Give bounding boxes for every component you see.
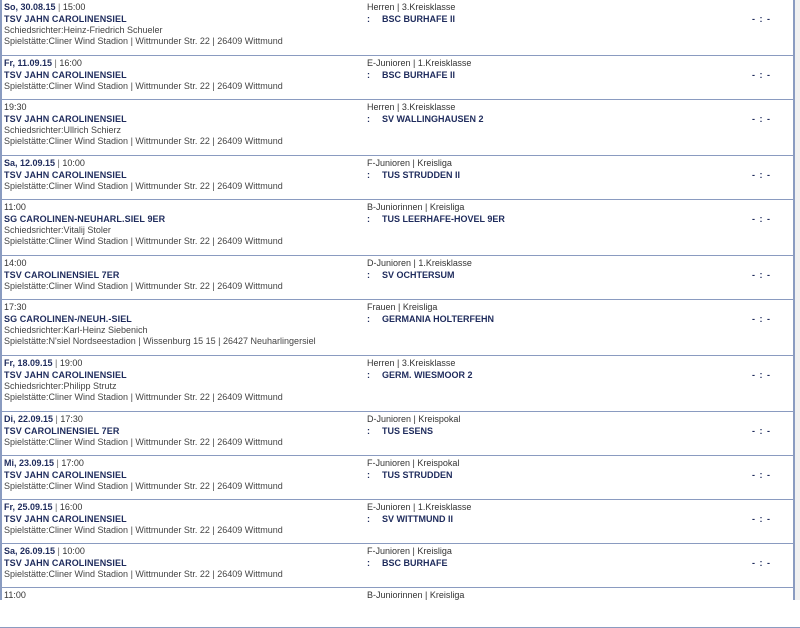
match-time: 19:00 bbox=[59, 358, 83, 368]
datetime-separator: | bbox=[55, 158, 63, 168]
away-team[interactable] bbox=[367, 114, 484, 125]
match-datetime bbox=[4, 358, 364, 369]
league: D-Junioren | Kreispokal bbox=[367, 414, 461, 424]
home-team[interactable]: TSV JAHN CAROLINENSIEL bbox=[4, 558, 127, 568]
match-row[interactable] bbox=[0, 412, 800, 456]
league: B-Juniorinnen | Kreisliga bbox=[367, 202, 465, 212]
home-team[interactable]: TSV CAROLINENSIEL 7ER bbox=[4, 426, 120, 436]
match-score: - : - bbox=[752, 426, 771, 436]
away-team-name: TUS STRUDDEN bbox=[382, 470, 453, 480]
home-team[interactable]: TSV JAHN CAROLINENSIEL bbox=[4, 370, 127, 380]
match-row[interactable] bbox=[0, 56, 800, 100]
league: E-Junioren | 1.Kreisklasse bbox=[367, 502, 472, 512]
match-score: - : - bbox=[752, 370, 771, 380]
match-score: - : - bbox=[752, 170, 771, 180]
match-time: 14:00 bbox=[4, 258, 27, 268]
home-team[interactable]: TSV JAHN CAROLINENSIEL bbox=[4, 14, 127, 24]
match-datetime bbox=[4, 202, 364, 213]
datetime-separator: | bbox=[52, 502, 60, 512]
league: F-Junioren | Kreispokal bbox=[367, 458, 460, 468]
match-row[interactable] bbox=[0, 356, 800, 412]
left-border bbox=[0, 0, 2, 600]
match-time: 16:00 bbox=[59, 502, 83, 512]
away-team-name: BSC BURHAFE II bbox=[382, 70, 456, 80]
match-details bbox=[4, 546, 364, 580]
match-row[interactable] bbox=[0, 156, 800, 200]
home-team[interactable]: TSV CAROLINENSIEL 7ER bbox=[4, 270, 120, 280]
match-score: - : - bbox=[752, 270, 771, 280]
away-team[interactable] bbox=[367, 558, 448, 569]
league: E-Junioren | 1.Kreisklasse bbox=[367, 58, 472, 68]
match-time: 15:00 bbox=[62, 2, 86, 12]
away-team[interactable] bbox=[367, 370, 473, 381]
away-team-name: SV WITTMUND II bbox=[382, 514, 453, 524]
away-team[interactable] bbox=[367, 14, 455, 25]
away-team-name: SV OCHTERSUM bbox=[382, 270, 455, 280]
home-team[interactable]: TSV JAHN CAROLINENSIEL bbox=[4, 70, 127, 80]
match-datetime bbox=[4, 590, 364, 601]
match-date: Mi, 23.09.15 bbox=[4, 458, 55, 468]
match-datetime bbox=[4, 458, 364, 469]
match-row[interactable] bbox=[0, 100, 800, 156]
league: Herren | 3.Kreisklasse bbox=[367, 358, 456, 368]
venue: Spielstätte:Cliner Wind Stadion | Wittmunder Str. 22 | 26409 Wittmund bbox=[4, 525, 283, 535]
league: D-Junioren | 1.Kreisklasse bbox=[367, 258, 472, 268]
match-details bbox=[4, 458, 364, 492]
venue: Spielstätte:Cliner Wind Stadion | Wittmunder Str. 22 | 26409 Wittmund bbox=[4, 437, 283, 447]
match-datetime bbox=[4, 302, 364, 313]
home-team[interactable]: TSV JAHN CAROLINENSIEL bbox=[4, 114, 127, 124]
match-date: Di, 22.09.15 bbox=[4, 414, 54, 424]
away-team-name: BSC BURHAFE II bbox=[382, 14, 456, 24]
referee: Schiedsrichter:Heinz-Friedrich Schueler bbox=[4, 25, 163, 35]
match-time: 19:30 bbox=[4, 102, 27, 112]
datetime-separator: | bbox=[55, 2, 63, 12]
match-details bbox=[4, 414, 364, 448]
match-datetime bbox=[4, 2, 364, 13]
venue: Spielstätte:Cliner Wind Stadion | Wittmunder Str. 22 | 26409 Wittmund bbox=[4, 136, 283, 146]
venue: Spielstätte:Cliner Wind Stadion | Wittmunder Str. 22 | 26409 Wittmund bbox=[4, 81, 283, 91]
match-details bbox=[4, 202, 364, 247]
match-details bbox=[4, 590, 364, 601]
match-details bbox=[4, 2, 364, 47]
away-team[interactable] bbox=[367, 270, 455, 281]
match-row[interactable] bbox=[0, 0, 800, 56]
venue: Spielstätte:Cliner Wind Stadion | Wittmunder Str. 22 | 26409 Wittmund bbox=[4, 181, 283, 191]
match-datetime bbox=[4, 414, 364, 425]
match-date: So, 30.08.15 bbox=[4, 2, 56, 12]
match-details bbox=[4, 102, 364, 147]
match-time: 10:00 bbox=[62, 158, 85, 168]
league: B-Juniorinnen | Kreisliga bbox=[367, 590, 465, 600]
match-date: Sa, 12.09.15 bbox=[4, 158, 56, 168]
match-row[interactable] bbox=[0, 200, 800, 256]
datetime-separator: | bbox=[54, 458, 62, 468]
match-details bbox=[4, 258, 364, 292]
match-details bbox=[4, 302, 364, 347]
versus-colon: : bbox=[367, 314, 370, 324]
match-row[interactable] bbox=[0, 456, 800, 500]
referee: Schiedsrichter:Philipp Strutz bbox=[4, 381, 117, 391]
league: F-Junioren | Kreisliga bbox=[367, 158, 452, 168]
away-team[interactable] bbox=[367, 170, 460, 181]
match-datetime bbox=[4, 258, 364, 269]
match-time: 16:00 bbox=[59, 58, 82, 68]
away-team-name: GERMANIA HOLTERFEHN bbox=[382, 314, 494, 324]
home-team[interactable]: SG CAROLINEN-/NEUH.-SIEL bbox=[4, 314, 132, 324]
match-date: Fr, 25.09.15 bbox=[4, 502, 53, 512]
away-team[interactable] bbox=[367, 426, 433, 437]
away-team-name: SV WALLINGHAUSEN 2 bbox=[382, 114, 484, 124]
match-score: - : - bbox=[752, 214, 771, 224]
match-datetime bbox=[4, 58, 364, 69]
match-score: - : - bbox=[752, 470, 771, 480]
versus-colon: : bbox=[367, 514, 370, 524]
match-details bbox=[4, 502, 364, 536]
versus-colon: : bbox=[367, 70, 370, 80]
venue: Spielstätte:N'siel Nordseestadion | Wissenburg 15 15 | 26427 Neuharlingersiel bbox=[4, 336, 316, 346]
referee: Schiedsrichter:Ullrich Schierz bbox=[4, 125, 122, 135]
versus-colon: : bbox=[367, 114, 370, 124]
match-details bbox=[4, 158, 364, 192]
page-edge bbox=[795, 0, 800, 600]
versus-colon: : bbox=[367, 558, 370, 568]
datetime-separator: | bbox=[53, 414, 61, 424]
match-time: 17:30 bbox=[60, 414, 83, 424]
versus-colon: : bbox=[367, 270, 370, 280]
match-datetime bbox=[4, 546, 364, 557]
referee: Schiedsrichter:Vitalij Stoler bbox=[4, 225, 111, 235]
datetime-separator: | bbox=[55, 546, 63, 556]
venue: Spielstätte:Cliner Wind Stadion | Wittmunder Str. 22 | 26409 Wittmund bbox=[4, 36, 283, 46]
away-team-name: TUS LEERHAFE-HOVEL 9ER bbox=[382, 214, 505, 224]
match-date: Fr, 11.09.15 bbox=[4, 58, 53, 68]
away-team-name: TUS ESENS bbox=[382, 426, 434, 436]
match-score: - : - bbox=[752, 514, 771, 524]
away-team-name: TUS STRUDDEN II bbox=[382, 170, 461, 180]
match-score: - : - bbox=[752, 114, 771, 124]
league: F-Junioren | Kreisliga bbox=[367, 546, 452, 556]
referee: Schiedsrichter:Karl-Heinz Siebenich bbox=[4, 325, 148, 335]
match-datetime bbox=[4, 502, 364, 513]
match-row[interactable] bbox=[0, 300, 800, 356]
league: Herren | 3.Kreisklasse bbox=[367, 102, 456, 112]
venue: Spielstätte:Cliner Wind Stadion | Wittmunder Str. 22 | 26409 Wittmund bbox=[4, 481, 283, 491]
match-score: - : - bbox=[752, 70, 771, 80]
venue: Spielstätte:Cliner Wind Stadion | Wittmunder Str. 22 | 26409 Wittmund bbox=[4, 569, 283, 579]
venue: Spielstätte:Cliner Wind Stadion | Wittmunder Str. 22 | 26409 Wittmund bbox=[4, 392, 283, 402]
away-team[interactable] bbox=[367, 314, 494, 325]
versus-colon: : bbox=[367, 14, 370, 24]
datetime-separator: | bbox=[52, 358, 60, 368]
match-row[interactable] bbox=[0, 588, 800, 628]
match-time: 10:00 bbox=[62, 546, 85, 556]
away-team-name: BSC BURHAFE bbox=[382, 558, 448, 568]
match-date: Fr, 18.09.15 bbox=[4, 358, 53, 368]
home-team[interactable]: TSV JAHN CAROLINENSIEL bbox=[4, 470, 127, 480]
match-time: 11:00 bbox=[4, 202, 26, 212]
match-time: 11:00 bbox=[4, 590, 26, 600]
home-team[interactable]: SG CAROLINEN-NEUHARL.SIEL 9ER bbox=[4, 214, 166, 224]
away-team[interactable] bbox=[367, 514, 453, 525]
versus-colon: : bbox=[367, 370, 370, 380]
match-details bbox=[4, 358, 364, 403]
match-datetime bbox=[4, 158, 364, 169]
match-score: - : - bbox=[752, 558, 771, 568]
home-team[interactable]: TSV JAHN CAROLINENSIEL bbox=[4, 514, 127, 524]
league: Herren | 3.Kreisklasse bbox=[367, 2, 456, 12]
away-team[interactable] bbox=[367, 470, 453, 481]
match-date: Sa, 26.09.15 bbox=[4, 546, 56, 556]
match-details bbox=[4, 58, 364, 92]
away-team[interactable] bbox=[367, 70, 455, 81]
match-score: - : - bbox=[752, 14, 771, 24]
versus-colon: : bbox=[367, 170, 370, 180]
home-team[interactable]: TSV JAHN CAROLINENSIEL bbox=[4, 170, 127, 180]
match-time: 17:00 bbox=[61, 458, 84, 468]
match-datetime bbox=[4, 102, 364, 113]
match-time: 17:30 bbox=[4, 302, 27, 312]
match-row[interactable] bbox=[0, 544, 800, 588]
versus-colon: : bbox=[367, 214, 370, 224]
match-row[interactable] bbox=[0, 500, 800, 544]
match-row[interactable] bbox=[0, 256, 800, 300]
away-team-name: GERM. WIESMOOR 2 bbox=[382, 370, 473, 380]
versus-colon: : bbox=[367, 426, 370, 436]
datetime-separator: | bbox=[52, 58, 60, 68]
away-team[interactable] bbox=[367, 214, 505, 225]
versus-colon: : bbox=[367, 470, 370, 480]
venue: Spielstätte:Cliner Wind Stadion | Wittmunder Str. 22 | 26409 Wittmund bbox=[4, 281, 283, 291]
match-score: - : - bbox=[752, 314, 771, 324]
league: Frauen | Kreisliga bbox=[367, 302, 438, 312]
venue: Spielstätte:Cliner Wind Stadion | Wittmunder Str. 22 | 26409 Wittmund bbox=[4, 236, 283, 246]
